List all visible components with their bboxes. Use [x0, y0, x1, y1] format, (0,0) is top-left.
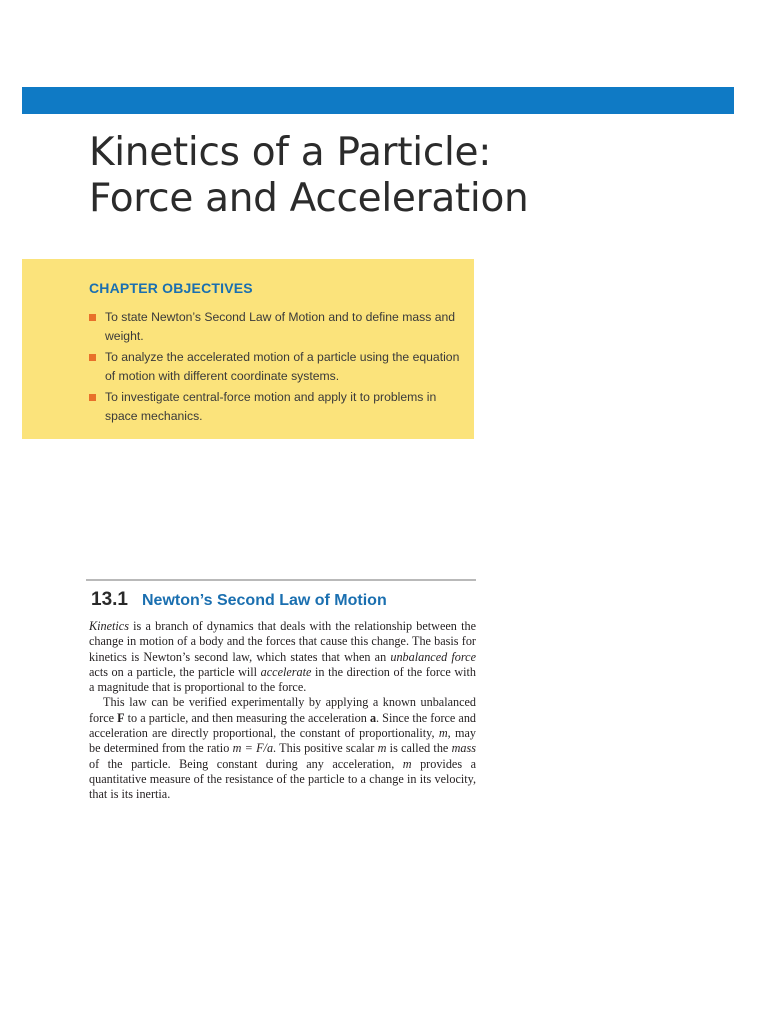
section-title: Newton’s Second Law of Motion	[141, 592, 387, 609]
symbol-mass: m	[438, 726, 448, 741]
objective-text: To investigate central-force motion and apply it to problems in space mechanics.	[105, 390, 437, 423]
text-run: , may be determined from the ratio	[89, 726, 477, 756]
text-run: to a particle, and then measuring the acceleration	[124, 710, 370, 725]
body-paragraph	[89, 619, 476, 695]
chapter-header-bar	[22, 87, 734, 114]
term-unbalanced-force: unbalanced force	[390, 649, 476, 664]
objectives-heading: CHAPTER OBJECTIVES	[89, 280, 253, 296]
text-run: . This positive scalar	[273, 741, 378, 756]
text-run: in the direction of the force with a magnitude that is proportional to the force.	[89, 664, 476, 695]
text-run: is a branch of dynamics that deals with the relationship between the change in motion of a body and the forces that cause this change. The basis for kinetics is Newton’s second law, which states that when an	[89, 619, 476, 664]
term-kinetics: Kinetics	[89, 619, 129, 633]
text-run: of the particle. Being constant during any acceleration,	[89, 756, 403, 771]
square-bullet-icon	[89, 314, 96, 321]
objective-item	[89, 308, 464, 346]
text-run: This law can be verified experimentally by applying a known unbalanced force	[89, 695, 476, 725]
symbol-acceleration-vector: a	[369, 710, 377, 725]
objective-item	[89, 388, 464, 426]
chapter-objectives-box	[22, 259, 474, 439]
section-heading	[91, 584, 387, 612]
section-number: 13.1	[91, 589, 128, 610]
text-run: provides a quantitative measure of the resistance of the particle to a change in its velocity, that is its inertia.	[89, 756, 476, 802]
body-paragraph	[89, 695, 476, 802]
text-run: acts on a particle, the particle will	[89, 664, 261, 679]
section-divider	[86, 579, 476, 581]
chapter-title	[89, 130, 709, 222]
objective-item	[89, 348, 464, 386]
chapter-title-line-2: Force and Acceleration	[89, 176, 529, 221]
objective-text: To analyze the accelerated motion of a particle using the equation of motion with different coordinate systems.	[105, 350, 460, 383]
chapter-title-line-1: Kinetics of a Particle:	[89, 130, 492, 175]
text-run: is called the	[386, 741, 452, 756]
term-accelerate: accelerate	[260, 664, 312, 679]
text-run: . Since the force and acceleration are directly proportional, the constant of proportionality,	[89, 710, 477, 741]
symbol-mass: m	[402, 756, 412, 771]
symbol-force-vector: F	[117, 710, 125, 725]
objectives-list	[89, 308, 464, 428]
square-bullet-icon	[89, 354, 96, 361]
section-body	[89, 619, 476, 803]
symbol-mass: m	[377, 741, 387, 756]
equation-mass-ratio: m = F/a	[232, 741, 274, 756]
term-mass: mass	[451, 741, 476, 756]
square-bullet-icon	[89, 394, 96, 401]
objective-text: To state Newton’s Second Law of Motion and to define mass and weight.	[105, 310, 456, 343]
